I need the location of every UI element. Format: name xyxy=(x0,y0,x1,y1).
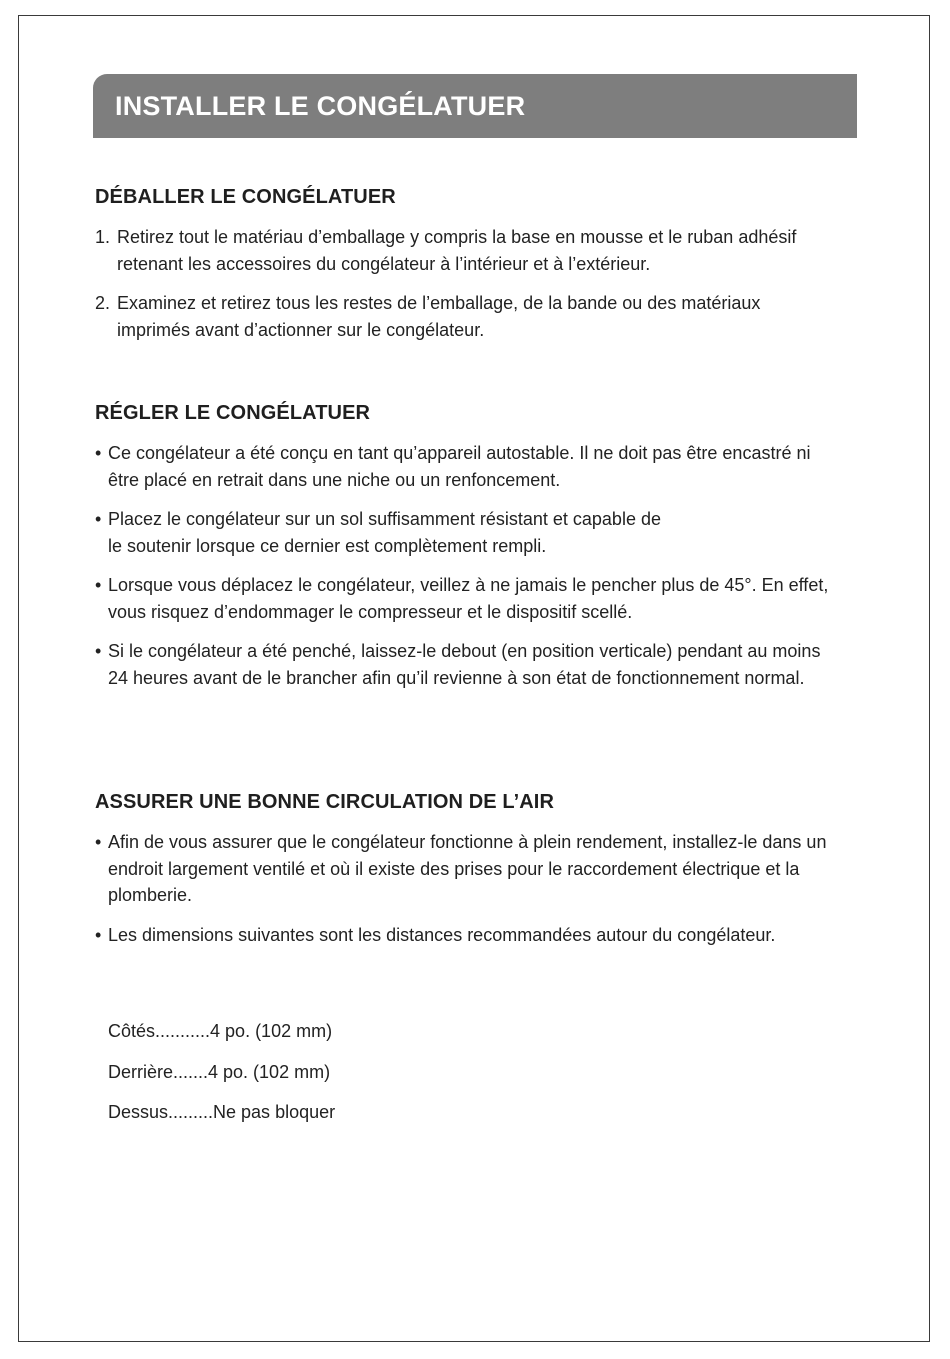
distance-sides: Côtés...........4 po. (102 mm) xyxy=(108,1021,333,1041)
section-heading-airflow: ASSURER UNE BONNE CIRCULATION DE L’AIR xyxy=(95,791,555,813)
list-item-text: Les dimensions suivantes sont les distances recommandées autour du congélateur. xyxy=(108,924,776,945)
list-item-text: Retirez tout le matériau d’emballage y compris la base en mousse et le ruban adhésif retenant les accessoires du congélateur à l’intérieur et à l’extérieur. xyxy=(117,227,797,274)
list-item-text: Placez le congélateur sur un sol suffisamment résistant et capable de le soutenir lorsque ce dernier est complètement rempli. xyxy=(108,509,661,556)
list-item xyxy=(95,440,835,493)
bullet: • xyxy=(95,509,102,529)
section-airflow xyxy=(95,791,835,948)
section-unpack xyxy=(95,186,835,343)
section-heading-unpack: DÉBALLER LE CONGÉLATUER xyxy=(95,186,396,208)
bullet: • xyxy=(95,832,102,852)
list-number: 2. xyxy=(95,293,111,313)
list-item xyxy=(95,506,668,559)
list-item xyxy=(95,224,835,277)
list-item xyxy=(95,638,835,691)
list-item-text: Afin de vous assurer que le congélateur fonctionne à plein rendement, installez-le dans un endroit largement ventilé et où il existe des prises pour le raccordement électrique et la plomberie. xyxy=(108,832,827,905)
page-title: INSTALLER LE CONGÉLATUER xyxy=(115,90,526,121)
list-item xyxy=(95,922,835,949)
list-item xyxy=(95,829,835,909)
list-item-text: Examinez et retirez tous les restes de l’emballage, de la bande ou des matériaux imprimés avant d’actionner sur le congélateur. xyxy=(117,293,761,340)
list-number: 1. xyxy=(95,227,111,247)
list-item xyxy=(95,290,835,343)
title-banner xyxy=(93,74,857,138)
section-level xyxy=(95,402,835,691)
list-item-text: Lorsque vous déplacez le congélateur, veillez à ne jamais le pencher plus de 45°. En effet, vous risquez d’endommager le compresseur et le dispositif scellé. xyxy=(108,575,829,622)
list-item xyxy=(95,572,835,625)
distance-back: Derrière.......4 po. (102 mm) xyxy=(108,1061,331,1082)
clearance-distances xyxy=(108,1018,335,1140)
distance-top: Dessus.........Ne pas bloquer xyxy=(108,1102,336,1122)
list-item-text: Ce congélateur a été conçu en tant qu’appareil autostable. Il ne doit pas être encastré ni être placé en retrait dans une niche ou un renfoncement. xyxy=(108,443,811,490)
bullet: • xyxy=(95,641,102,661)
section-heading-level: RÉGLER LE CONGÉLATUER xyxy=(95,402,371,424)
list-item-text: Si le congélateur a été penché, laissez-le debout (en position verticale) pendant au moins 24 heures avant de le brancher afin qu’il revienne à son état de fonctionnement normal. xyxy=(108,641,821,688)
bullet: • xyxy=(95,924,102,945)
bullet: • xyxy=(95,443,102,463)
bullet: • xyxy=(95,575,102,595)
